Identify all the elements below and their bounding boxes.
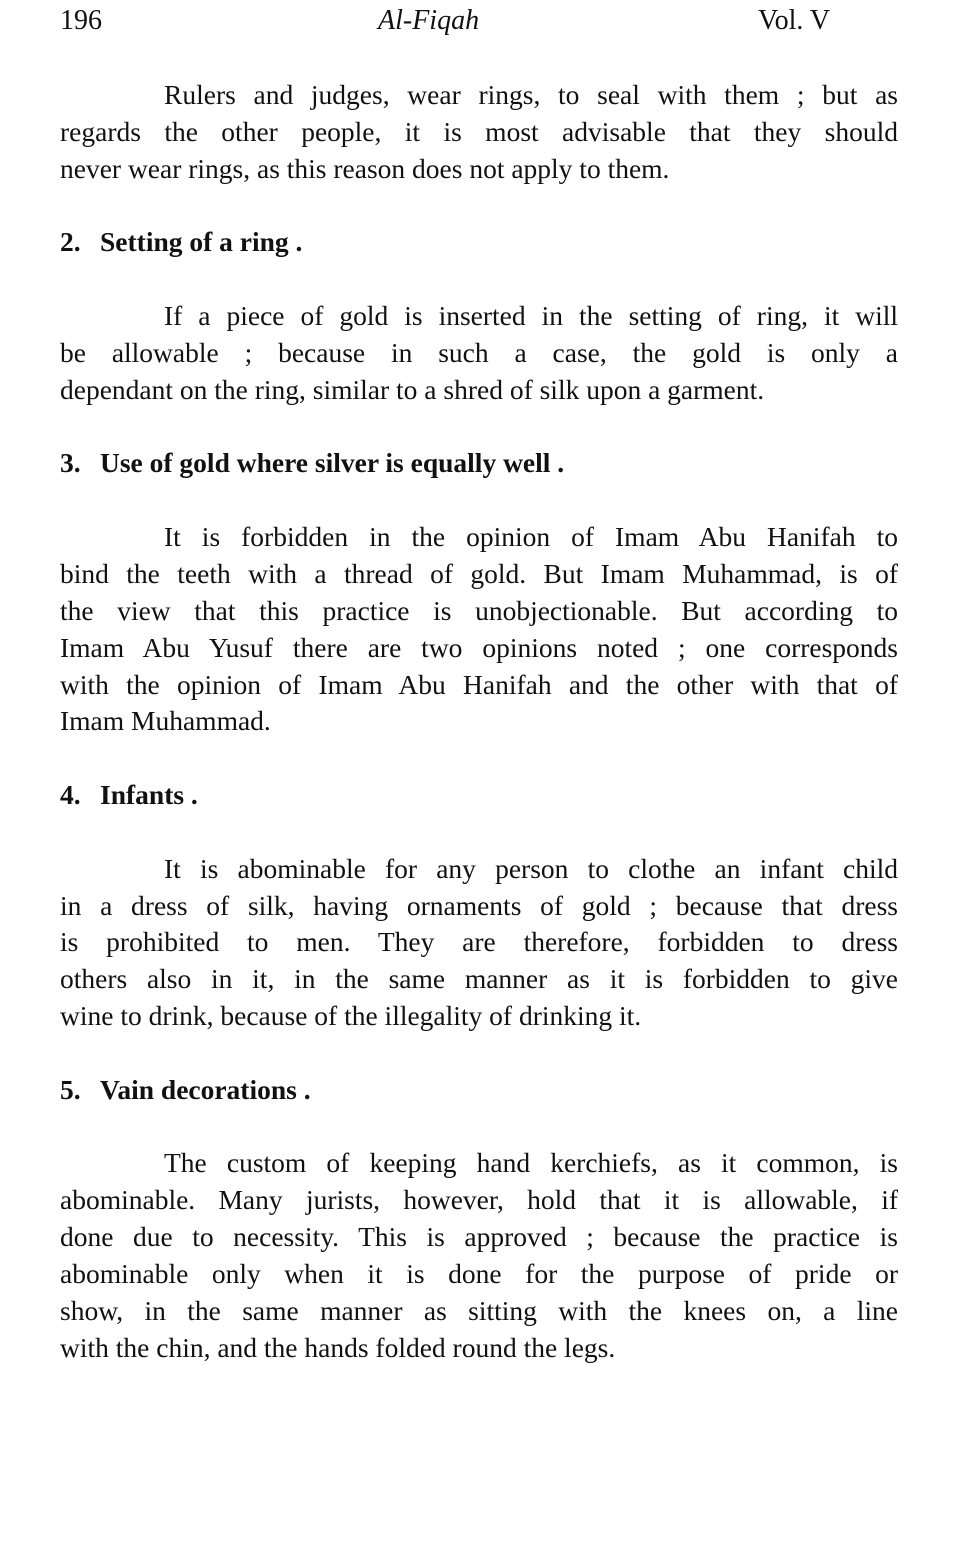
page-body: [60, 77, 898, 1367]
running-title: Al-Fiqah: [378, 5, 480, 36]
text-line: bind the teeth with a thread of gold. But Imam Muhammad, is of: [60, 557, 898, 589]
text-line: Imam Abu Yusuf there are two opinions noted ; one corresponds: [60, 631, 898, 663]
section: [60, 740, 898, 1035]
text-line: done due to necessity. This is approved ; because the practice is: [60, 1221, 898, 1253]
text-line: If a piece of gold is inserted in the setting of ring, it will: [164, 300, 898, 332]
paragraph: [60, 1145, 898, 1366]
section-heading-text: Infants .: [100, 779, 198, 811]
volume-label: Vol. V: [758, 5, 831, 36]
text-line: never wear rings, as this reason does not apply to them.: [60, 152, 670, 184]
section-heading-text: Use of gold where silver is equally well .: [100, 447, 565, 479]
text-line: the view that this practice is unobjectionable. But according to: [60, 594, 898, 626]
paragraph: [60, 298, 898, 409]
text-line: The custom of keeping hand kerchiefs, as it common, is: [164, 1147, 898, 1179]
text-line: It is abominable for any person to clothe an infant child: [164, 852, 898, 884]
text-line: is prohibited to men. They are therefore, forbidden to dress: [60, 926, 898, 958]
text-line: with the chin, and the hands folded round the legs.: [60, 1331, 616, 1363]
page-number: 196: [60, 5, 102, 36]
section-heading: [60, 445, 898, 482]
paragraph: [60, 519, 898, 740]
section: [60, 409, 898, 741]
section-heading: [60, 224, 898, 261]
text-line: be allowable ; because in such a case, the gold is only a: [60, 336, 898, 368]
section-number: 2.: [60, 226, 81, 258]
text-line: Imam Muhammad.: [60, 705, 271, 737]
section: [60, 1035, 898, 1367]
section: [60, 77, 898, 188]
text-line: others also in it, in the same manner as it is forbidden to give: [60, 963, 898, 995]
section-number: 5.: [60, 1073, 81, 1105]
text-line: regards the other people, it is most advisable that they should: [60, 115, 898, 147]
text-line: show, in the same manner as sitting with the knees on, a line: [60, 1294, 898, 1326]
section-heading-text: Vain decorations .: [100, 1073, 311, 1105]
text-line: abominable. Many jurists, however, hold that it is allowable, if: [60, 1184, 898, 1216]
text-line: Rulers and judges, wear rings, to seal with them ; but as: [164, 79, 898, 110]
section-heading: [60, 1072, 898, 1109]
section-heading-text: Setting of a ring .: [100, 226, 303, 258]
section-number: 4.: [60, 779, 81, 811]
section: [60, 188, 898, 409]
text-line: wine to drink, because of the illegality of drinking it.: [60, 1000, 642, 1032]
paragraph: [60, 77, 898, 188]
section-number: 3.: [60, 447, 81, 479]
text-line: in a dress of silk, having ornaments of gold ; because that dress: [60, 889, 898, 921]
text-line: with the opinion of Imam Abu Hanifah and the other with that of: [60, 668, 898, 700]
section-heading: [60, 777, 898, 814]
text-line: It is forbidden in the opinion of Imam Abu Hanifah to: [164, 521, 898, 553]
text-line: dependant on the ring, similar to a shred of silk upon a garment.: [60, 373, 765, 405]
text-line: abominable only when it is done for the purpose of pride or: [60, 1258, 898, 1289]
paragraph: [60, 851, 898, 1035]
